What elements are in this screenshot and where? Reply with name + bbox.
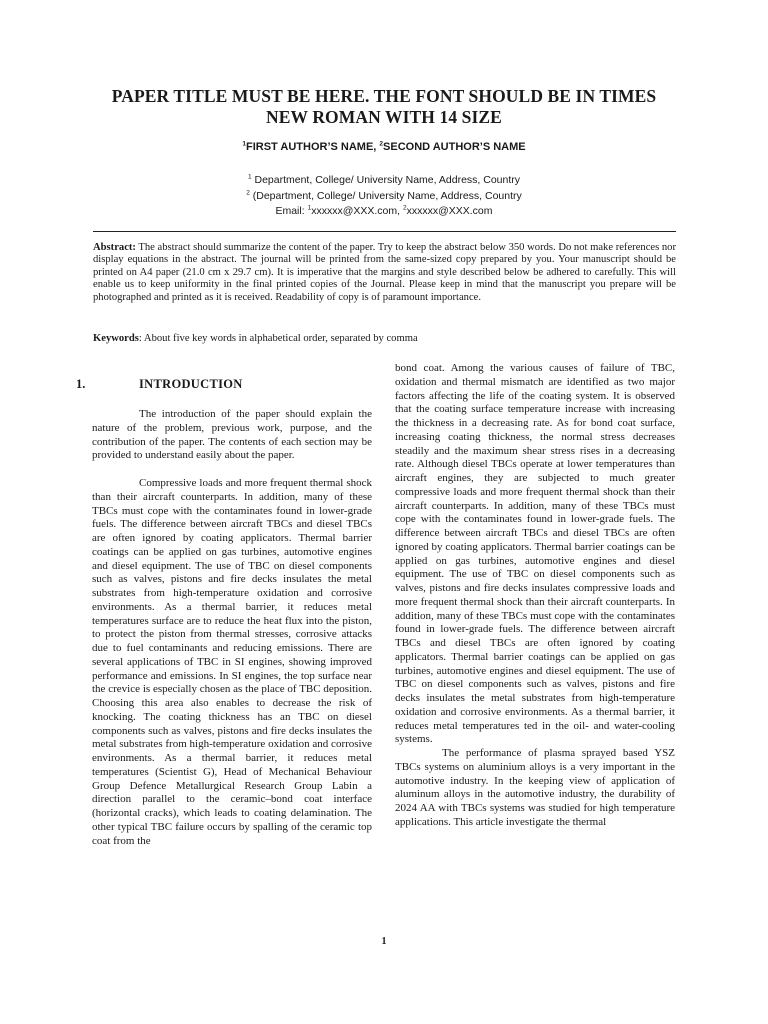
- right-column: [395, 362, 675, 830]
- author1-superscript: 1: [242, 140, 246, 148]
- paper-title: PAPER TITLE MUST BE HERE. THE FONT SHOULD BE IN TIMES NEW ROMAN WITH 14 SIZE: [111, 86, 657, 127]
- affiliation-1-superscript: 1: [247, 173, 252, 181]
- email-label: Email:: [275, 205, 308, 217]
- section-title: INTRODUCTION: [139, 377, 243, 391]
- right-paragraph-1: bond coat. Among the various causes of failure of TBC, oxidation and thermal mismatch are identified as two major factors affecting the life of the coating system. It is observed that the coating surface temperature increase with increasing the thickness in a decreasing rate. As for bond coat surface, increasing coating thickness, the normal stress decreases steadily and the maximum shear stress rises in a decreasing rate. Although diesel TBCs operate at lower temperatures than aircraft engines, they are subjected to much greater compressive loads and more frequent thermal shock than their aircraft counterparts. In addition, many of these TBCs must cope with the contaminates found in lower-grade fuels. The difference between aircraft TBCs and diesel TBCs are often ignored by coating applicators. Thermal barrier coatings can be applied on gas turbines, automotive engines and diesel equipment. The use of TBC on diesel components such as valves, pistons and fire decks insulates compressive loads and more frequent thermal shock than their aircraft counterparts. In addition, many of these TBCs must cope with the contaminates found in lower-grade fuels. The difference between aircraft TBCs and diesel TBCs are often ignored by coating applicators. Thermal barrier coatings can be applied on gas turbines, automotive engines and diesel equipment. The use of TBC on diesel components such as valves, pistons and fire decks insulates the metal substrates from high-temperature oxidation and corrosive environments. As a thermal barrier, it reduces metal temperatures ted in the oil- and water-cooling systems.: [395, 362, 675, 746]
- author-line: [95, 141, 673, 153]
- email-1: xxxxxx@XXX.com,: [311, 205, 403, 217]
- left-paragraph-2: Compressive loads and more frequent thermal shock than their aircraft counterparts. In addition, many of these TBCs must cope with the contaminates found in lower-grade fuels. The difference between aircraft TBCs and diesel TBCs are often ignored by coating applicators. Thermal barrier coatings can be applied on gas turbines, automotive engines and diesel equipment. The use of TBC on diesel components such as valves, pistons and fire decks insulates the metal substrates from high-temperature oxidation and corrosive environments. As a thermal barrier, it reduces metal temperatures surface are to reduce the heat flux into the piston, to protect the piston from thermal stresses, corrosive attacks due to fuel contaminants and reducing emissions. There are several applications of TBC in SI engines, showing improved performance and emissions. In SI engines, the top surface near the crevice is especially chosen as the place of TBC deposition. Choosing this area also enables to decrease the risk of knocking. The coating thickness has an TBC on diesel components such as valves, pistons and fire decks insulates the metal substrates from high-temperature oxidation and corrosive environments. As a thermal barrier, it reduces metal temperatures (Scientist G), Head of Mechanical Behaviour Group Defence Metallurgical Research Group Labin a direction parallel to the ceramic–bond coat interface (horizontal cracks), which leads to coating delamination. The other typical TBC failure occurs by spalling of the ceramic top coat from the: [92, 477, 372, 847]
- affiliation-2: [95, 190, 673, 202]
- page-number: 1: [381, 936, 387, 947]
- abstract: [93, 242, 676, 304]
- email-2: xxxxxx@XXX.com: [406, 205, 493, 217]
- affiliation-2-text: (Department, College/ University Name, Address, Country: [249, 190, 522, 202]
- email-2-superscript: 2: [402, 204, 407, 212]
- second-author-name: SECOND AUTHOR’S NAME: [383, 141, 526, 153]
- email-1-superscript: 1: [307, 204, 312, 212]
- keywords: [93, 333, 676, 345]
- affiliation-2-superscript: 2: [246, 189, 250, 197]
- first-author-name: FIRST AUTHOR’S NAME,: [245, 141, 380, 153]
- right-paragraph-2: The performance of plasma sprayed based YSZ TBCs systems on aluminium alloys is a very important in the automotive industry. In the keeping view of application of aluminum alloys in the automotive industry, the durability of 2024 AA with TBCs systems was studied for high temperature applications. This article investigate the thermal: [395, 747, 675, 828]
- abstract-text: The abstract should summarize the content of the paper. Try to keep the abstract below 350 words. Do not make references nor display equations in the abstract. The journal will be printed from the same-sized copy prepared by you. Your manuscript should be printed on A4 paper (21.0 cm x 29.7 cm). It is imperative that the margins and style described below be adhered to carefully. This will enable us to keep uniformity in the final printed copies of the Journal. Please keep in mind that the manuscript you prepare will be photographed and printed as it is received. Readability of copy is of paramount importance.: [93, 242, 676, 303]
- abstract-label: Abstract:: [93, 242, 136, 253]
- author2-superscript: 2: [379, 140, 384, 148]
- email-line: [95, 205, 673, 217]
- section-number: 1.: [76, 377, 86, 391]
- affiliation-1-text: Department, College/ University Name, Address, Country: [251, 174, 521, 186]
- keywords-label: Keywords: [93, 333, 139, 344]
- header-divider: [93, 231, 676, 232]
- left-column: [92, 408, 372, 848]
- keywords-text: : About five key words in alphabetical order, separated by comma: [138, 333, 418, 344]
- affiliation-1: [95, 174, 673, 186]
- left-paragraph-1: The introduction of the paper should explain the nature of the problem, previous work, purpose, and the contribution of the paper. The contents of each section may be provided to understand easily about the paper.: [92, 408, 372, 462]
